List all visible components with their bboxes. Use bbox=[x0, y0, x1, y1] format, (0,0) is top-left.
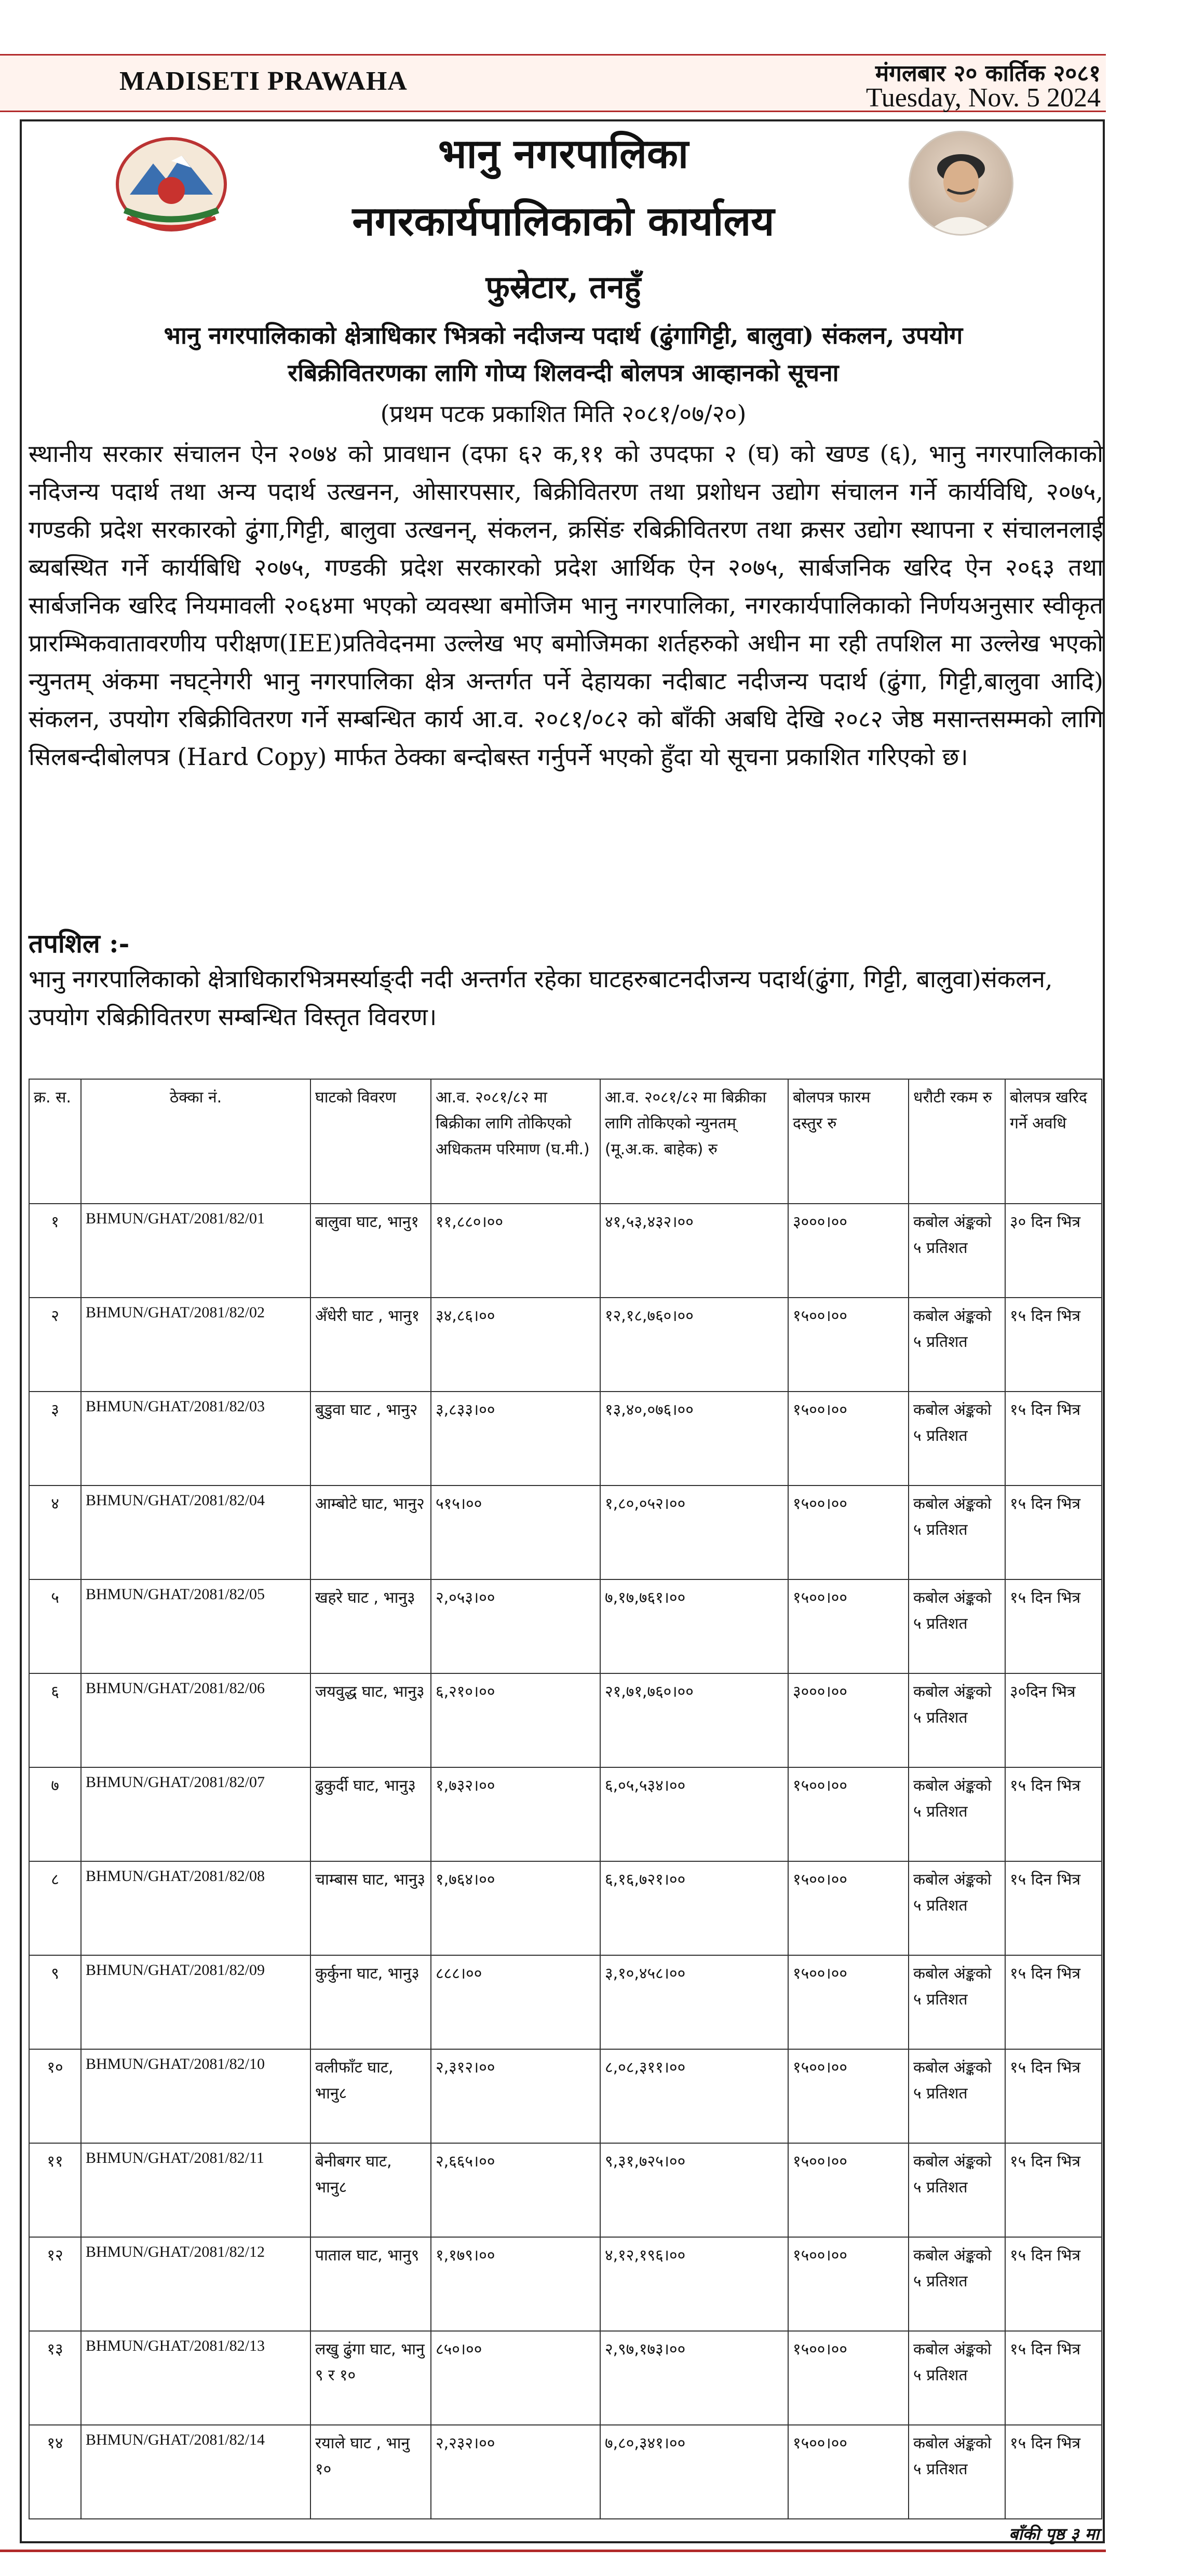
table-row bbox=[29, 1767, 1102, 1861]
serial-number-cell: ५ bbox=[29, 1579, 81, 1673]
max-quantity-cell: २,६६५।०० bbox=[431, 2143, 600, 2237]
column-header: धरौटी रकम रु bbox=[909, 1079, 1005, 1204]
contract-number-cell: BHMUN/GHAT/2081/82/14 bbox=[81, 2425, 310, 2519]
table-row bbox=[29, 2143, 1102, 2237]
form-fee-cell: ३०००।०० bbox=[788, 1204, 909, 1298]
table-row bbox=[29, 1298, 1102, 1392]
form-fee-cell: १५००।०० bbox=[788, 2425, 909, 2519]
notice-body-text: स्थानीय सरकार संचालन ऐन २०७४ को प्रावधान (दफा ६२ क,११ को उपदफा २ (घ) को खण्ड (६), भानु नगरपालिकाको नदिजन्य पदार्थ तथा अन्य पदार्थ उत्खनन, ओसारपसार, बिक्रीवितरण तथा प्रशोधन उद्योग संचालन गर्ने कार्यविधि, २०७५, गण्डकी प्रदेश सरकारको ढुंगा,गिट्टी, बालुवा उत्खनन्, संकलन, क्रसिंङ रबिक्रीवितरण तथा क्रसर उद्योग स्थापना र संचालनलाई ब्यबस्थित गर्ने कार्यबिधि २०७५, गण्डकी प्रदेश सरकारको प्रदेश आर्थिक ऐन २०७५, सार्बजनिक खरिद ऐन २०६३ तथा सार्बजनिक खरिद नियमावली २०६४मा भएको व्यवस्था बमोजिम भानु नगरपालिका, नगरकार्यपालिकाको निर्णयअनुसार स्वीकृत प्रारम्भिकवातावरणीय परीक्षण(IEE)प्रतिवेदनमा उल्लेख भए बमोजिमका शर्तहरुको अधीन मा रही तपशिल मा उल्लेख भएको न्युनतम् अंकमा नघट्नेगरी भानु नगरपालिका क्षेत्र अन्तर्गत पर्ने देहायका नदीबाट नदीजन्य पदार्थ (ढुंगा, गिट्टी,बालुवा आदि) संकलन, उपयोग रबिक्रीवितरण गर्ने सम्बन्धित कार्य आ.व. २०८१/०८२ को बाँकी अबधि देखि २०८२ जेष्ठ मसान्तसम्मको लागि सिलबन्दीबोलपत्र (Hard Copy) मार्फत ठेक्का बन्दोबस्त गर्नुपर्ने भएको हुँदा यो सूचना प्रकाशित गरिएको छ। bbox=[29, 440, 1103, 771]
table-row bbox=[29, 2237, 1102, 2331]
serial-number-cell: ८ bbox=[29, 1861, 81, 1955]
ghat-description-cell: खहरे घाट , भानु३ bbox=[310, 1579, 431, 1673]
date-nepali: मंगलबार २० कार्तिक २०८१ bbox=[875, 60, 1101, 87]
max-quantity-cell: ५१५।०० bbox=[431, 1485, 600, 1579]
column-header: घाटको विवरण bbox=[310, 1079, 431, 1204]
contract-number-cell: BHMUN/GHAT/2081/82/06 bbox=[81, 1673, 310, 1767]
serial-number-cell: १२ bbox=[29, 2237, 81, 2331]
form-fee-cell: १५००।०० bbox=[788, 1579, 909, 1673]
table-header-row bbox=[29, 1079, 1102, 1204]
contract-number-cell: BHMUN/GHAT/2081/82/01 bbox=[81, 1204, 310, 1298]
purchase-period-cell: १५ दिन भित्र bbox=[1005, 2143, 1102, 2237]
deposit-cell: कबोल अंङ्कको ५ प्रतिशत bbox=[909, 2425, 1005, 2519]
purchase-period-cell: ३०दिन भित्र bbox=[1005, 1673, 1102, 1767]
table-body bbox=[29, 1204, 1102, 2519]
form-fee-cell: ३०००।०० bbox=[788, 1673, 909, 1767]
ghat-description-cell: बुडुवा घाट , भानु२ bbox=[310, 1392, 431, 1485]
serial-number-cell: ९ bbox=[29, 1955, 81, 2049]
contract-number-cell: BHMUN/GHAT/2081/82/05 bbox=[81, 1579, 310, 1673]
purchase-period-cell: १५ दिन भित्र bbox=[1005, 1485, 1102, 1579]
max-quantity-cell: १,७६४।०० bbox=[431, 1861, 600, 1955]
minimum-amount-cell: ९,३१,७२५।०० bbox=[600, 2143, 788, 2237]
purchase-period-cell: १५ दिन भित्र bbox=[1005, 2331, 1102, 2425]
office-title: नगरकार्यपालिकाको कार्यालय bbox=[352, 198, 775, 245]
ghat-description-cell: चाम्बास घाट, भानु३ bbox=[310, 1861, 431, 1955]
deposit-cell: कबोल अंङ्कको ५ प्रतिशत bbox=[909, 1298, 1005, 1392]
table-row bbox=[29, 1861, 1102, 1955]
table-row bbox=[29, 1955, 1102, 2049]
ghat-description-cell: बेनीबगर घाट, भानु८ bbox=[310, 2143, 431, 2237]
masthead bbox=[0, 54, 1106, 112]
max-quantity-cell: ३४,८६।०० bbox=[431, 1298, 600, 1392]
tender-table bbox=[29, 1079, 1102, 2519]
deposit-cell: कबोल अंङ्कको ५ प्रतिशत bbox=[909, 2237, 1005, 2331]
notice-subject-line-1: भानु नगरपालिकाको क्षेत्राधिकार भित्रको नदीजन्य पदार्थ (ढुंगागिट्टी, बालुवा) संकलन, उपयोग bbox=[164, 321, 963, 349]
purchase-period-cell: ३० दिन भित्र bbox=[1005, 1204, 1102, 1298]
notice-subject bbox=[31, 317, 1095, 391]
contract-number-cell: BHMUN/GHAT/2081/82/11 bbox=[81, 2143, 310, 2237]
minimum-amount-cell: १,८०,०५२।०० bbox=[600, 1485, 788, 1579]
max-quantity-cell: १,७३२।०० bbox=[431, 1767, 600, 1861]
form-fee-cell: १५००।०० bbox=[788, 1298, 909, 1392]
ghat-description-cell: अँधेरी घाट , भानु१ bbox=[310, 1298, 431, 1392]
minimum-amount-cell: ६,१६,७२१।०० bbox=[600, 1861, 788, 1955]
ghat-description-cell: लखु ढुंगा घाट, भानु ९ र १० bbox=[310, 2331, 431, 2425]
serial-number-cell: १ bbox=[29, 1204, 81, 1298]
form-fee-cell: १५००।०० bbox=[788, 1485, 909, 1579]
form-fee-cell: १५००।०० bbox=[788, 2237, 909, 2331]
deposit-cell: कबोल अंङ्कको ५ प्रतिशत bbox=[909, 1767, 1005, 1861]
deposit-cell: कबोल अंङ्कको ५ प्रतिशत bbox=[909, 1579, 1005, 1673]
purchase-period-cell: १५ दिन भित्र bbox=[1005, 1298, 1102, 1392]
purchase-period-cell: १५ दिन भित्र bbox=[1005, 1861, 1102, 1955]
column-header: आ.व. २०८१/८२ मा बिक्रीका लागि तोकिएको अधिकतम परिमाण (घ.मी.) bbox=[431, 1079, 600, 1204]
minimum-amount-cell: १३,४०,०७६।०० bbox=[600, 1392, 788, 1485]
minimum-amount-cell: ४१,५३,४३२।०० bbox=[600, 1204, 788, 1298]
serial-number-cell: ६ bbox=[29, 1673, 81, 1767]
max-quantity-cell: २,२३२।०० bbox=[431, 2425, 600, 2519]
column-header: आ.व. २०८१/८२ मा बिक्रीका लागि तोकिएको न्युनतम् (मू.अ.क. बाहेक) रु bbox=[600, 1079, 788, 1204]
purchase-period-cell: १५ दिन भित्र bbox=[1005, 1767, 1102, 1861]
form-fee-cell: १५००।०० bbox=[788, 2331, 909, 2425]
ghat-description-cell: आम्बोटे घाट, भानु२ bbox=[310, 1485, 431, 1579]
minimum-amount-cell: २१,७१,७६०।०० bbox=[600, 1673, 788, 1767]
notice-subject-line-2: रबिक्रीवितरणका लागि गोप्य शिलवन्दी बोलपत्र आव्हानको सूचना bbox=[288, 359, 839, 387]
purchase-period-cell: १५ दिन भित्र bbox=[1005, 1955, 1102, 2049]
details-heading: तपशिल :- bbox=[29, 928, 130, 959]
contract-number-cell: BHMUN/GHAT/2081/82/02 bbox=[81, 1298, 310, 1392]
table-row bbox=[29, 2049, 1102, 2143]
form-fee-cell: १५००।०० bbox=[788, 1767, 909, 1861]
ghat-description-cell: रयाले घाट , भानु १० bbox=[310, 2425, 431, 2519]
contract-number-cell: BHMUN/GHAT/2081/82/08 bbox=[81, 1861, 310, 1955]
column-header: ठेक्का नं. bbox=[81, 1079, 310, 1204]
deposit-cell: कबोल अंङ्कको ५ प्रतिशत bbox=[909, 1861, 1005, 1955]
footer-rule bbox=[0, 2550, 1106, 2552]
contract-number-cell: BHMUN/GHAT/2081/82/13 bbox=[81, 2331, 310, 2425]
contract-number-cell: BHMUN/GHAT/2081/82/04 bbox=[81, 1485, 310, 1579]
max-quantity-cell: ६,२१०।०० bbox=[431, 1673, 600, 1767]
minimum-amount-cell: ६,०५,५३४।०० bbox=[600, 1767, 788, 1861]
form-fee-cell: १५००।०० bbox=[788, 2049, 909, 2143]
table-row bbox=[29, 1204, 1102, 1298]
form-fee-cell: १५००।०० bbox=[788, 1861, 909, 1955]
date-english: Tuesday, Nov. 5 2024 bbox=[865, 83, 1101, 113]
max-quantity-cell: ८५०।०० bbox=[431, 2331, 600, 2425]
deposit-cell: कबोल अंङ्कको ५ प्रतिशत bbox=[909, 2331, 1005, 2425]
purchase-period-cell: १५ दिन भित्र bbox=[1005, 2049, 1102, 2143]
minimum-amount-cell: ८,०८,३११।०० bbox=[600, 2049, 788, 2143]
deposit-cell: कबोल अंङ्कको ५ प्रतिशत bbox=[909, 1955, 1005, 2049]
purchase-period-cell: १५ दिन भित्र bbox=[1005, 1579, 1102, 1673]
ghat-description-cell: जयवुद्ध घाट, भानु३ bbox=[310, 1673, 431, 1767]
deposit-cell: कबोल अंङ्कको ५ प्रतिशत bbox=[909, 1392, 1005, 1485]
purchase-period-cell: १५ दिन भित्र bbox=[1005, 2425, 1102, 2519]
max-quantity-cell: ११,८८०।०० bbox=[431, 1204, 600, 1298]
serial-number-cell: १० bbox=[29, 2049, 81, 2143]
serial-number-cell: ३ bbox=[29, 1392, 81, 1485]
ghat-description-cell: बालुवा घाट, भानु१ bbox=[310, 1204, 431, 1298]
serial-number-cell: १४ bbox=[29, 2425, 81, 2519]
column-header: बोलपत्र खरिद गर्ने अवधि bbox=[1005, 1079, 1102, 1204]
deposit-cell: कबोल अंङ्कको ५ प्रतिशत bbox=[909, 2143, 1005, 2237]
max-quantity-cell: २,०५३।०० bbox=[431, 1579, 600, 1673]
contract-number-cell: BHMUN/GHAT/2081/82/10 bbox=[81, 2049, 310, 2143]
location: फुस्रेटार, तनहुँ bbox=[485, 269, 641, 306]
form-fee-cell: १५००।०० bbox=[788, 1392, 909, 1485]
minimum-amount-cell: ७,१७,७६१।०० bbox=[600, 1579, 788, 1673]
first-published-date: (प्रथम पटक प्रकाशित मिति २०८१/०७/२०) bbox=[380, 400, 747, 428]
deposit-cell: कबोल अंङ्कको ५ प्रतिशत bbox=[909, 2049, 1005, 2143]
serial-number-cell: १३ bbox=[29, 2331, 81, 2425]
max-quantity-cell: ३,८३३।०० bbox=[431, 1392, 600, 1485]
ghat-description-cell: पाताल घाट, भानु९ bbox=[310, 2237, 431, 2331]
ghat-description-cell: वलीफाँट घाट, भानु८ bbox=[310, 2049, 431, 2143]
max-quantity-cell: २,३१२।०० bbox=[431, 2049, 600, 2143]
minimum-amount-cell: २,९७,१७३।०० bbox=[600, 2331, 788, 2425]
column-header: बोलपत्र फारम दस्तुर रु bbox=[788, 1079, 909, 1204]
ghat-description-cell: ढुकुर्दी घाट, भानु३ bbox=[310, 1767, 431, 1861]
serial-number-cell: ४ bbox=[29, 1485, 81, 1579]
minimum-amount-cell: १२,१८,७६०।०० bbox=[600, 1298, 788, 1392]
serial-number-cell: २ bbox=[29, 1298, 81, 1392]
minimum-amount-cell: ४,१२,१९६।०० bbox=[600, 2237, 788, 2331]
deposit-cell: कबोल अंङ्कको ५ प्रतिशत bbox=[909, 1204, 1005, 1298]
contract-number-cell: BHMUN/GHAT/2081/82/07 bbox=[81, 1767, 310, 1861]
table-row bbox=[29, 1579, 1102, 1673]
minimum-amount-cell: ७,८०,३४१।०० bbox=[600, 2425, 788, 2519]
form-fee-cell: १५००।०० bbox=[788, 1955, 909, 2049]
purchase-period-cell: १५ दिन भित्र bbox=[1005, 1392, 1102, 1485]
contract-number-cell: BHMUN/GHAT/2081/82/12 bbox=[81, 2237, 310, 2331]
table-row bbox=[29, 1673, 1102, 1767]
details-text: भानु नगरपालिकाको क्षेत्राधिकारभित्रमर्स्याङ्दी नदी अन्तर्गत रहेका घाटहरुबाटनदीजन्य पदार्थ(ढुंगा, गिट्टी, बालुवा)संकलन, उपयोग रबिक्रीवितरण सम्बन्धित विस्तृत विवरण। bbox=[29, 965, 1053, 1031]
column-header: क्र. स. bbox=[29, 1079, 81, 1204]
max-quantity-cell: १,१७९।०० bbox=[431, 2237, 600, 2331]
newspaper-name: MADISETI PRAWAHA bbox=[119, 66, 408, 96]
minimum-amount-cell: ३,१०,४५८।०० bbox=[600, 1955, 788, 2049]
table-row bbox=[29, 1392, 1102, 1485]
deposit-cell: कबोल अंङ्कको ५ प्रतिशत bbox=[909, 1485, 1005, 1579]
table-row bbox=[29, 1485, 1102, 1579]
contract-number-cell: BHMUN/GHAT/2081/82/03 bbox=[81, 1392, 310, 1485]
ghat-description-cell: कुर्कुना घाट, भानु३ bbox=[310, 1955, 431, 2049]
purchase-period-cell: १५ दिन भित्र bbox=[1005, 2237, 1102, 2331]
contract-number-cell: BHMUN/GHAT/2081/82/09 bbox=[81, 1955, 310, 2049]
serial-number-cell: ७ bbox=[29, 1767, 81, 1861]
municipality-title: भानु नगरपालिका bbox=[438, 130, 689, 178]
serial-number-cell: ११ bbox=[29, 2143, 81, 2237]
form-fee-cell: १५००।०० bbox=[788, 2143, 909, 2237]
continued-note: बाँकी पृष्ठ ३ मा bbox=[1009, 2524, 1099, 2544]
deposit-cell: कबोल अंङ्कको ५ प्रतिशत bbox=[909, 1673, 1005, 1767]
max-quantity-cell: ८८८।०० bbox=[431, 1955, 600, 2049]
table-row bbox=[29, 2425, 1102, 2519]
table-row bbox=[29, 2331, 1102, 2425]
